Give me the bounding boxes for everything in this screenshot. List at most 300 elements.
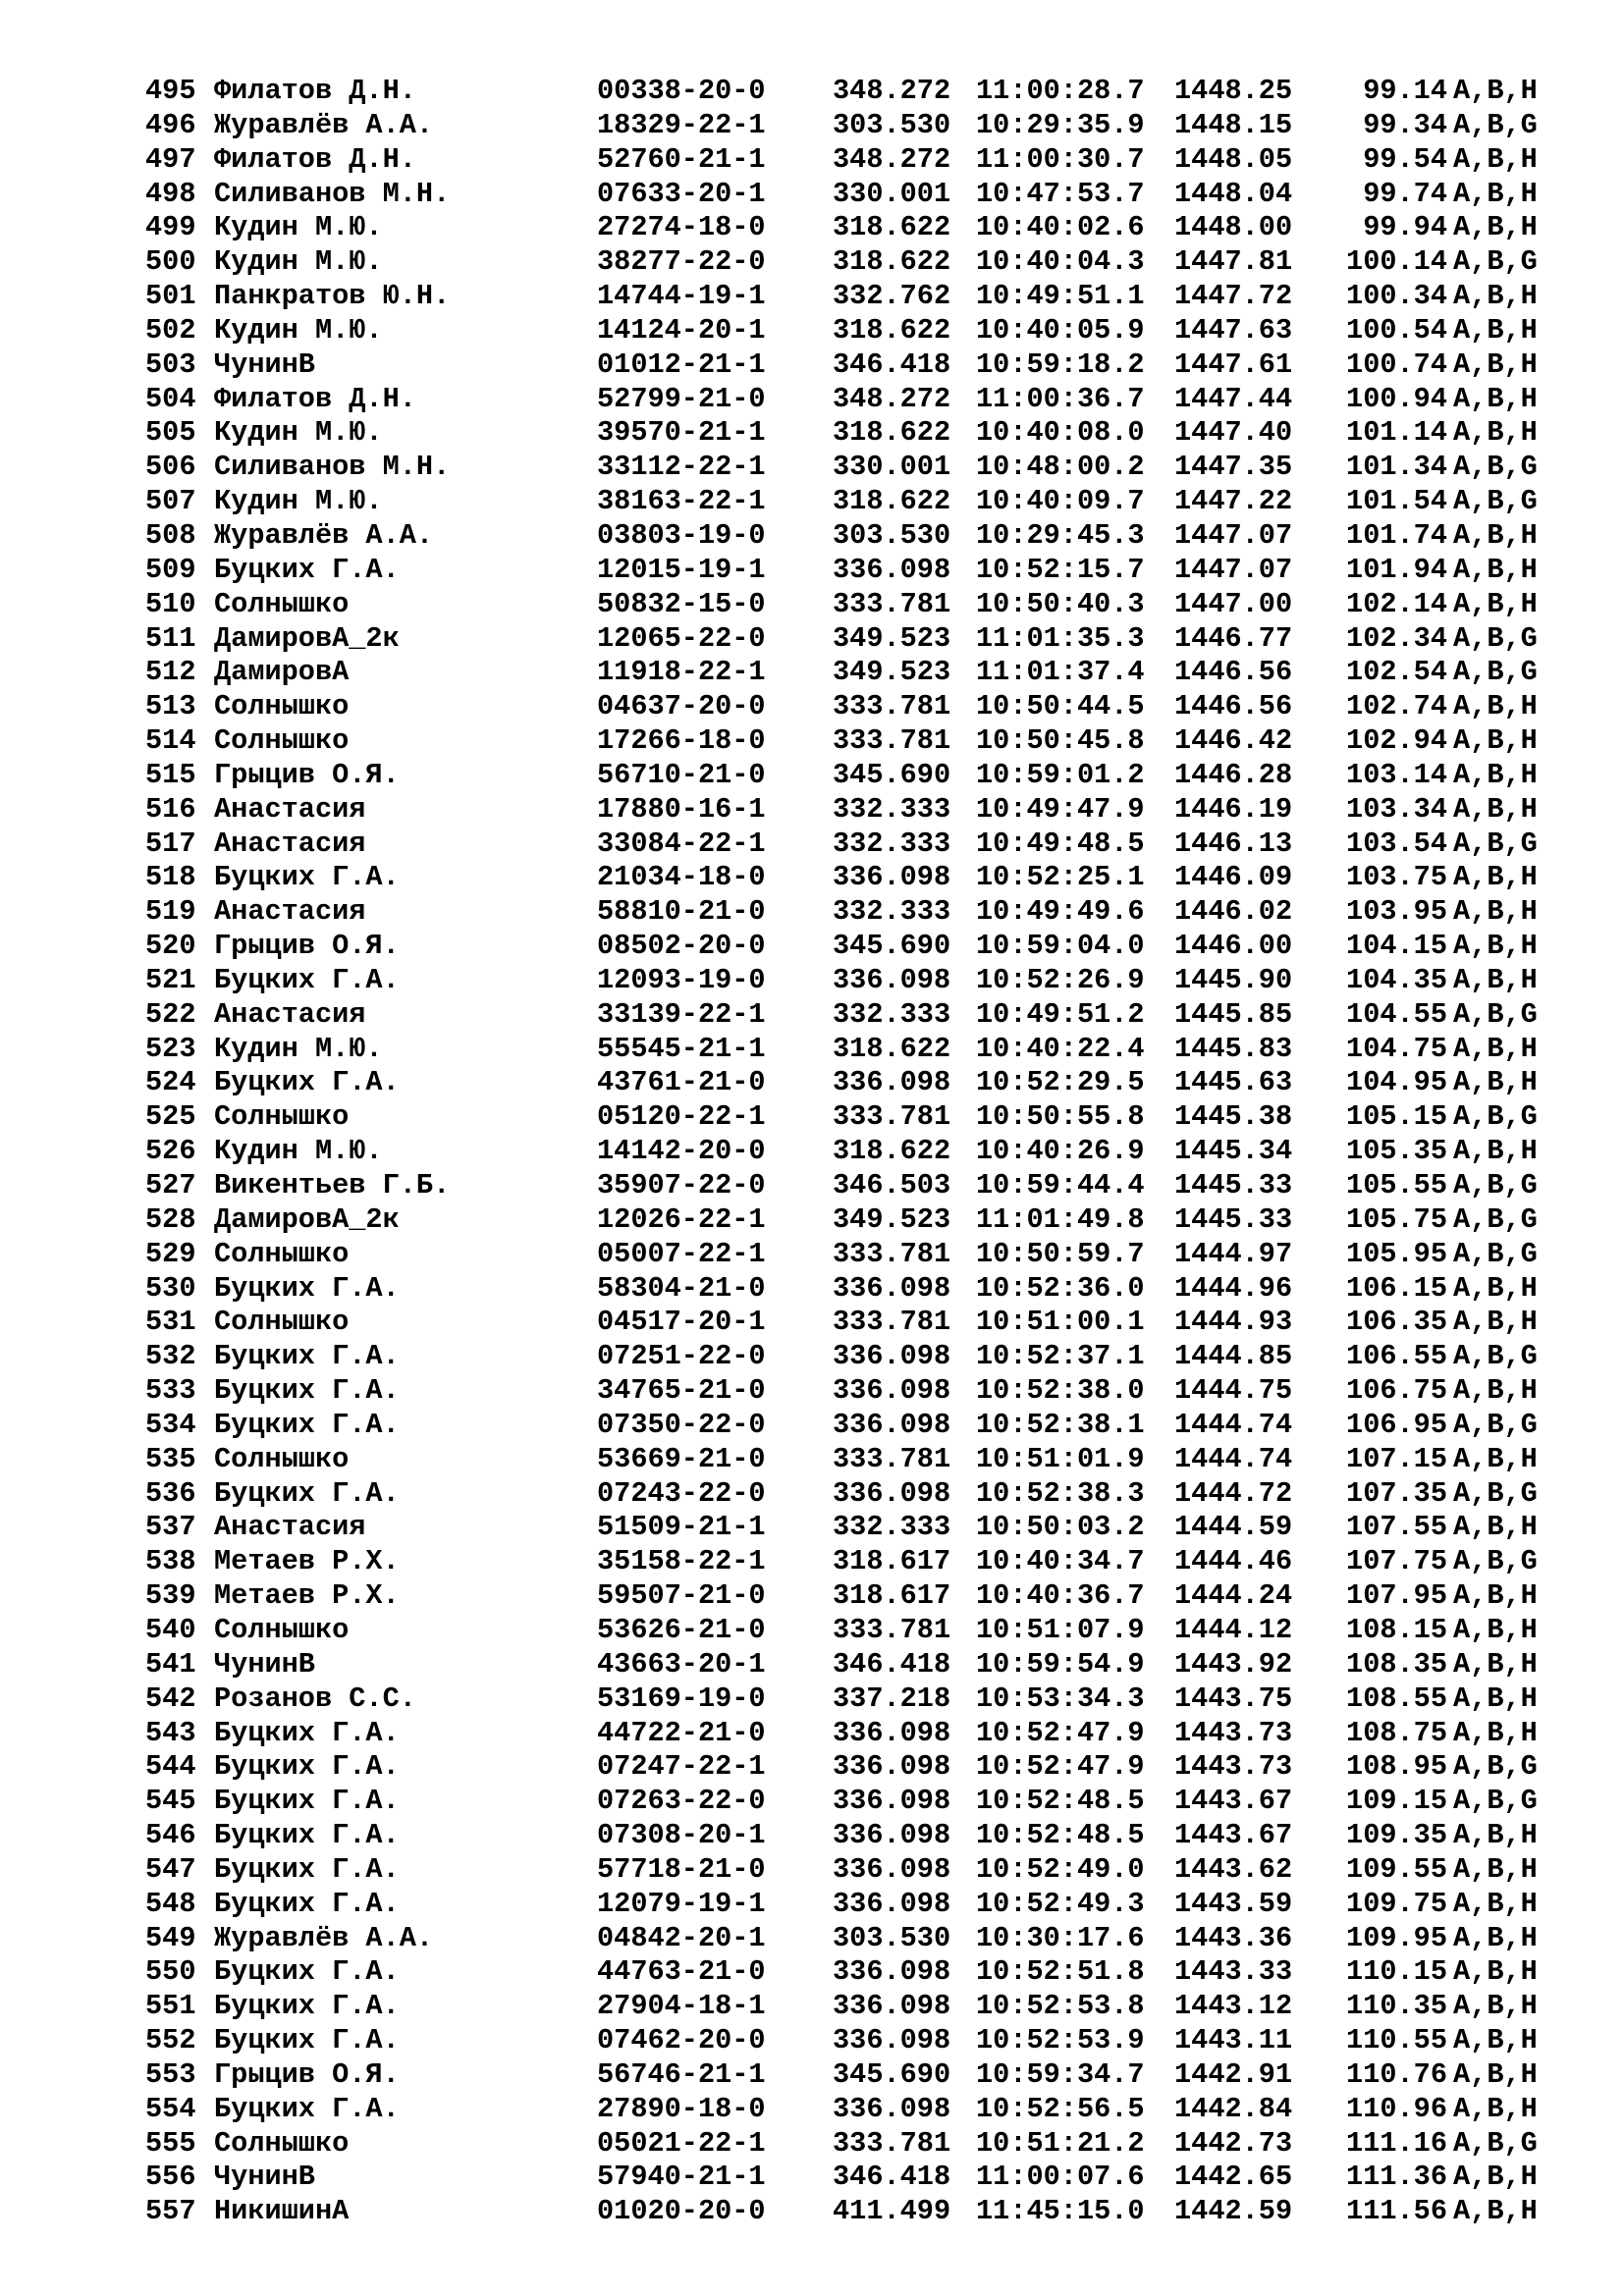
angle-value: 318.622 <box>833 313 951 347</box>
time-value: 10:52:49.3 <box>976 1887 1145 1920</box>
magnitude-value: 1443.67 <box>1174 1819 1293 1852</box>
observer-name: Викентьев Г.Б. <box>214 1169 451 1201</box>
flags-value: A,B,H <box>1453 382 1538 415</box>
row-number: 510 <box>145 587 196 620</box>
magnitude-value: 1446.19 <box>1174 792 1293 826</box>
row-number: 550 <box>145 1955 196 1989</box>
distance-value: 111.56 <box>1346 2195 1447 2228</box>
magnitude-value: 1446.00 <box>1174 930 1293 963</box>
flags-value: A,B,H <box>1453 1852 1538 1886</box>
magnitude-value: 1444.24 <box>1174 1579 1293 1613</box>
distance-value: 99.34 <box>1363 108 1447 141</box>
table-row <box>145 656 1540 690</box>
distance-value: 106.95 <box>1346 1408 1447 1441</box>
time-value: 11:01:49.8 <box>976 1202 1145 1236</box>
angle-value: 333.781 <box>833 1100 951 1134</box>
table-row <box>145 964 1540 998</box>
distance-value: 109.55 <box>1346 1852 1447 1886</box>
time-value: 10:51:01.9 <box>976 1442 1145 1475</box>
time-value: 10:52:48.5 <box>976 1819 1145 1852</box>
object-code: 05120-22-1 <box>597 1100 766 1134</box>
flags-value: A,B,G <box>1453 1750 1538 1784</box>
object-code: 33139-22-1 <box>597 997 766 1031</box>
angle-value: 332.333 <box>833 792 951 826</box>
magnitude-value: 1447.07 <box>1174 553 1293 586</box>
table-row <box>145 178 1540 212</box>
table-row <box>145 1066 1540 1100</box>
observer-name: Буцких Г.А. <box>214 1955 400 1989</box>
magnitude-value: 1443.75 <box>1174 1682 1293 1715</box>
table-row <box>145 2195 1540 2229</box>
table-row <box>145 348 1540 383</box>
row-number: 551 <box>145 1990 196 2023</box>
magnitude-value: 1445.90 <box>1174 963 1293 996</box>
magnitude-value: 1442.59 <box>1174 2195 1293 2228</box>
distance-value: 104.35 <box>1346 963 1447 996</box>
distance-value: 103.14 <box>1346 758 1447 791</box>
magnitude-value: 1445.33 <box>1174 1202 1293 1236</box>
object-code: 56710-21-0 <box>597 758 766 791</box>
row-number: 516 <box>145 792 196 826</box>
object-code: 04517-20-1 <box>597 1306 766 1339</box>
magnitude-value: 1448.04 <box>1174 177 1293 210</box>
row-number: 534 <box>145 1408 196 1441</box>
distance-value: 110.76 <box>1346 2057 1447 2091</box>
table-row <box>145 75 1540 109</box>
row-number: 497 <box>145 142 196 176</box>
magnitude-value: 1444.46 <box>1174 1545 1293 1578</box>
time-value: 10:52:25.1 <box>976 861 1145 894</box>
row-number: 502 <box>145 313 196 347</box>
flags-value: A,B,H <box>1453 792 1538 826</box>
flags-value: A,B,H <box>1453 963 1538 996</box>
angle-value: 336.098 <box>833 1955 951 1989</box>
distance-value: 102.94 <box>1346 724 1447 758</box>
table-row <box>145 828 1540 862</box>
distance-value: 107.15 <box>1346 1442 1447 1475</box>
angle-value: 336.098 <box>833 553 951 586</box>
time-value: 10:40:05.9 <box>976 313 1145 347</box>
flags-value: A,B,H <box>1453 2161 1538 2194</box>
observer-name: Солнышко <box>214 724 350 758</box>
angle-value: 349.523 <box>833 621 951 655</box>
table-row <box>145 1374 1540 1409</box>
time-value: 10:30:17.6 <box>976 1921 1145 1954</box>
object-code: 12065-22-0 <box>597 621 766 655</box>
time-value: 10:52:15.7 <box>976 553 1145 586</box>
distance-value: 101.14 <box>1346 416 1447 450</box>
magnitude-value: 1444.72 <box>1174 1476 1293 1510</box>
observer-name: Анастасия <box>214 1511 366 1544</box>
flags-value: A,B,H <box>1453 518 1538 552</box>
flags-value: A,B,G <box>1453 485 1538 518</box>
time-value: 10:52:29.5 <box>976 1066 1145 1099</box>
distance-value: 110.96 <box>1346 2092 1447 2125</box>
magnitude-value: 1448.25 <box>1174 75 1293 107</box>
object-code: 44763-21-0 <box>597 1955 766 1989</box>
row-number: 528 <box>145 1202 196 1236</box>
object-code: 04842-20-1 <box>597 1921 766 1954</box>
object-code: 07308-20-1 <box>597 1819 766 1852</box>
distance-value: 107.55 <box>1346 1511 1447 1544</box>
table-row <box>145 109 1540 143</box>
table-row <box>145 211 1540 245</box>
observer-name: Анастасия <box>214 895 366 929</box>
angle-value: 330.001 <box>833 451 951 484</box>
object-code: 56746-21-1 <box>597 2057 766 2091</box>
table-row <box>145 1545 1540 1579</box>
distance-value: 109.95 <box>1346 1921 1447 1954</box>
distance-value: 107.75 <box>1346 1545 1447 1578</box>
row-number: 549 <box>145 1921 196 1954</box>
time-value: 10:52:48.5 <box>976 1785 1145 1818</box>
row-number: 548 <box>145 1887 196 1920</box>
distance-value: 101.94 <box>1346 553 1447 586</box>
row-number: 527 <box>145 1169 196 1201</box>
object-code: 00338-20-0 <box>597 75 766 107</box>
time-value: 10:40:36.7 <box>976 1579 1145 1613</box>
time-value: 11:45:15.0 <box>976 2195 1145 2228</box>
table-row <box>145 1990 1540 2024</box>
object-code: 27274-18-0 <box>597 211 766 244</box>
distance-value: 109.15 <box>1346 1785 1447 1818</box>
magnitude-value: 1443.92 <box>1174 1647 1293 1681</box>
time-value: 10:29:35.9 <box>976 108 1145 141</box>
object-code: 04637-20-0 <box>597 690 766 723</box>
angle-value: 303.530 <box>833 518 951 552</box>
flags-value: A,B,H <box>1453 1135 1538 1168</box>
flags-value: A,B,G <box>1453 1100 1538 1134</box>
time-value: 10:52:38.0 <box>976 1374 1145 1408</box>
object-code: 07247-22-1 <box>597 1750 766 1784</box>
row-number: 530 <box>145 1271 196 1305</box>
angle-value: 336.098 <box>833 1785 951 1818</box>
table-row <box>145 451 1540 485</box>
magnitude-value: 1442.84 <box>1174 2092 1293 2125</box>
distance-value: 105.55 <box>1346 1169 1447 1201</box>
magnitude-value: 1447.81 <box>1174 245 1293 279</box>
observer-name: ДамировА_2к <box>214 621 400 655</box>
time-value: 10:51:00.1 <box>976 1306 1145 1339</box>
flags-value: A,B,G <box>1453 2126 1538 2160</box>
flags-value: A,B,G <box>1453 1408 1538 1441</box>
object-code: 34765-21-0 <box>597 1374 766 1408</box>
object-code: 52760-21-1 <box>597 142 766 176</box>
observer-name: Филатов Д.Н. <box>214 75 416 107</box>
flags-value: A,B,H <box>1453 211 1538 244</box>
table-row <box>145 793 1540 828</box>
angle-value: 333.781 <box>833 690 951 723</box>
time-value: 10:40:08.0 <box>976 416 1145 450</box>
distance-value: 101.74 <box>1346 518 1447 552</box>
row-number: 514 <box>145 724 196 758</box>
magnitude-value: 1446.42 <box>1174 724 1293 758</box>
magnitude-value: 1446.77 <box>1174 621 1293 655</box>
table-row <box>145 1306 1540 1340</box>
distance-value: 99.14 <box>1363 75 1447 107</box>
observer-name: Солнышко <box>214 1306 350 1339</box>
observer-name: ДамировА <box>214 656 350 689</box>
magnitude-value: 1447.72 <box>1174 280 1293 313</box>
object-code: 07251-22-0 <box>597 1340 766 1373</box>
angle-value: 336.098 <box>833 861 951 894</box>
angle-value: 336.098 <box>833 1990 951 2023</box>
time-value: 10:40:04.3 <box>976 245 1145 279</box>
distance-value: 110.55 <box>1346 2024 1447 2057</box>
magnitude-value: 1448.00 <box>1174 211 1293 244</box>
observation-listing <box>145 75 1540 2229</box>
object-code: 43761-21-0 <box>597 1066 766 1099</box>
angle-value: 318.622 <box>833 245 951 279</box>
distance-value: 103.95 <box>1346 895 1447 929</box>
flags-value: A,B,H <box>1453 1955 1538 1989</box>
object-code: 53169-19-0 <box>597 1682 766 1715</box>
distance-value: 101.34 <box>1346 451 1447 484</box>
time-value: 10:47:53.7 <box>976 177 1145 210</box>
angle-value: 336.098 <box>833 1887 951 1920</box>
observer-name: Кудин М.Ю. <box>214 211 383 244</box>
magnitude-value: 1447.35 <box>1174 451 1293 484</box>
row-number: 529 <box>145 1237 196 1270</box>
flags-value: A,B,H <box>1453 861 1538 894</box>
magnitude-value: 1445.33 <box>1174 1169 1293 1201</box>
row-number: 518 <box>145 861 196 894</box>
flags-value: A,B,G <box>1453 997 1538 1031</box>
time-value: 10:40:09.7 <box>976 485 1145 518</box>
distance-value: 108.35 <box>1346 1647 1447 1681</box>
row-number: 512 <box>145 656 196 689</box>
object-code: 58304-21-0 <box>597 1271 766 1305</box>
time-value: 10:48:00.2 <box>976 451 1145 484</box>
observer-name: Буцких Г.А. <box>214 1750 400 1784</box>
angle-value: 336.098 <box>833 1374 951 1408</box>
row-number: 509 <box>145 553 196 586</box>
time-value: 10:59:04.0 <box>976 930 1145 963</box>
flags-value: A,B,H <box>1453 75 1538 107</box>
flags-value: A,B,G <box>1453 245 1538 279</box>
table-row <box>145 280 1540 314</box>
time-value: 10:50:03.2 <box>976 1511 1145 1544</box>
angle-value: 333.781 <box>833 1442 951 1475</box>
table-row <box>145 1922 1540 1956</box>
flags-value: A,B,H <box>1453 553 1538 586</box>
table-row <box>145 930 1540 964</box>
observer-name: Кудин М.Ю. <box>214 416 383 450</box>
distance-value: 104.95 <box>1346 1066 1447 1099</box>
flags-value: A,B,G <box>1453 1237 1538 1270</box>
distance-value: 107.35 <box>1346 1476 1447 1510</box>
table-row <box>145 998 1540 1033</box>
object-code: 33084-22-1 <box>597 827 766 860</box>
time-value: 10:52:51.8 <box>976 1955 1145 1989</box>
table-row <box>145 588 1540 622</box>
row-number: 508 <box>145 518 196 552</box>
angle-value: 336.098 <box>833 1066 951 1099</box>
distance-value: 104.15 <box>1346 930 1447 963</box>
distance-value: 103.54 <box>1346 827 1447 860</box>
distance-value: 105.75 <box>1346 1202 1447 1236</box>
flags-value: A,B,G <box>1453 656 1538 689</box>
magnitude-value: 1447.44 <box>1174 382 1293 415</box>
magnitude-value: 1443.12 <box>1174 1990 1293 2023</box>
time-value: 10:40:34.7 <box>976 1545 1145 1578</box>
time-value: 10:52:53.9 <box>976 2024 1145 2057</box>
observer-name: ЧунинВ <box>214 347 315 381</box>
table-row <box>145 1511 1540 1545</box>
flags-value: A,B,H <box>1453 1613 1538 1646</box>
row-number: 499 <box>145 211 196 244</box>
table-row <box>145 1340 1540 1374</box>
angle-value: 336.098 <box>833 1408 951 1441</box>
row-number: 506 <box>145 451 196 484</box>
object-code: 57940-21-1 <box>597 2161 766 2194</box>
observer-name: Солнышко <box>214 1237 350 1270</box>
observer-name: Журавлёв А.А. <box>214 108 434 141</box>
angle-value: 318.622 <box>833 1032 951 1065</box>
angle-value: 336.098 <box>833 2092 951 2125</box>
object-code: 27904-18-1 <box>597 1990 766 2023</box>
distance-value: 105.15 <box>1346 1100 1447 1134</box>
observer-name: Буцких Г.А. <box>214 1374 400 1408</box>
table-row <box>145 314 1540 348</box>
time-value: 10:52:37.1 <box>976 1340 1145 1373</box>
magnitude-value: 1447.61 <box>1174 347 1293 381</box>
observer-name: Кудин М.Ю. <box>214 245 383 279</box>
table-row <box>145 1955 1540 1990</box>
angle-value: 318.622 <box>833 211 951 244</box>
observer-name: Буцких Г.А. <box>214 1887 400 1920</box>
object-code: 12026-22-1 <box>597 1202 766 1236</box>
magnitude-value: 1442.65 <box>1174 2161 1293 2194</box>
flags-value: A,B,H <box>1453 1647 1538 1681</box>
time-value: 10:50:45.8 <box>976 724 1145 758</box>
time-value: 11:00:07.6 <box>976 2161 1145 2194</box>
observer-name: Буцких Г.А. <box>214 1066 400 1099</box>
distance-value: 100.94 <box>1346 382 1447 415</box>
object-code: 39570-21-1 <box>597 416 766 450</box>
observer-name: Филатов Д.Н. <box>214 142 416 176</box>
row-number: 542 <box>145 1682 196 1715</box>
observer-name: НикишинА <box>214 2195 350 2228</box>
distance-value: 109.75 <box>1346 1887 1447 1920</box>
table-row <box>145 622 1540 657</box>
object-code: 38163-22-1 <box>597 485 766 518</box>
magnitude-value: 1448.15 <box>1174 108 1293 141</box>
time-value: 11:01:35.3 <box>976 621 1145 655</box>
angle-value: 333.781 <box>833 2126 951 2160</box>
object-code: 01012-21-1 <box>597 347 766 381</box>
table-row <box>145 1477 1540 1512</box>
magnitude-value: 1446.56 <box>1174 656 1293 689</box>
object-code: 12093-19-0 <box>597 963 766 996</box>
flags-value: A,B,H <box>1453 930 1538 963</box>
observer-name: Буцких Г.А. <box>214 1990 400 2023</box>
table-row <box>145 554 1540 588</box>
table-row <box>145 2161 1540 2195</box>
magnitude-value: 1444.59 <box>1174 1511 1293 1544</box>
time-value: 10:52:26.9 <box>976 963 1145 996</box>
table-row <box>145 245 1540 280</box>
time-value: 10:49:51.2 <box>976 997 1145 1031</box>
flags-value: A,B,H <box>1453 1306 1538 1339</box>
object-code: 05021-22-1 <box>597 2126 766 2160</box>
distance-value: 100.14 <box>1346 245 1447 279</box>
angle-value: 349.523 <box>833 656 951 689</box>
object-code: 07243-22-0 <box>597 1476 766 1510</box>
angle-value: 337.218 <box>833 1682 951 1715</box>
flags-value: A,B,H <box>1453 724 1538 758</box>
row-number: 552 <box>145 2024 196 2057</box>
observer-name: Грыцив О.Я. <box>214 930 400 963</box>
angle-value: 345.690 <box>833 758 951 791</box>
row-number: 498 <box>145 177 196 210</box>
observer-name: Солнышко <box>214 690 350 723</box>
time-value: 10:52:38.1 <box>976 1408 1145 1441</box>
magnitude-value: 1447.40 <box>1174 416 1293 450</box>
observer-name: Метаев Р.Х. <box>214 1545 400 1578</box>
flags-value: A,B,H <box>1453 177 1538 210</box>
observer-name: ЧунинВ <box>214 2161 315 2194</box>
object-code: 17880-16-1 <box>597 792 766 826</box>
time-value: 10:49:51.1 <box>976 280 1145 313</box>
row-number: 519 <box>145 895 196 929</box>
observer-name: Розанов С.С. <box>214 1682 416 1715</box>
angle-value: 336.098 <box>833 1750 951 1784</box>
time-value: 10:52:47.9 <box>976 1716 1145 1749</box>
object-code: 14124-20-1 <box>597 313 766 347</box>
magnitude-value: 1443.73 <box>1174 1750 1293 1784</box>
table-row <box>145 1614 1540 1648</box>
row-number: 500 <box>145 245 196 279</box>
observer-name: Силиванов М.Н. <box>214 177 451 210</box>
table-row <box>145 1819 1540 1853</box>
magnitude-value: 1443.62 <box>1174 1852 1293 1886</box>
object-code: 51509-21-1 <box>597 1511 766 1544</box>
flags-value: A,B,H <box>1453 280 1538 313</box>
distance-value: 99.54 <box>1363 142 1447 176</box>
angle-value: 333.781 <box>833 1306 951 1339</box>
flags-value: A,B,H <box>1453 1887 1538 1920</box>
time-value: 10:59:34.7 <box>976 2057 1145 2091</box>
angle-value: 348.272 <box>833 75 951 107</box>
row-number: 515 <box>145 758 196 791</box>
time-value: 10:51:21.2 <box>976 2126 1145 2160</box>
observer-name: Буцких Г.А. <box>214 553 400 586</box>
magnitude-value: 1444.12 <box>1174 1613 1293 1646</box>
distance-value: 103.75 <box>1346 861 1447 894</box>
time-value: 10:52:38.3 <box>976 1476 1145 1510</box>
angle-value: 333.781 <box>833 1237 951 1270</box>
row-number: 546 <box>145 1819 196 1852</box>
table-row <box>145 1579 1540 1614</box>
observer-name: Буцких Г.А. <box>214 2024 400 2057</box>
angle-value: 336.098 <box>833 1271 951 1305</box>
flags-value: A,B,G <box>1453 1476 1538 1510</box>
flags-value: A,B,H <box>1453 895 1538 929</box>
distance-value: 108.95 <box>1346 1750 1447 1784</box>
row-number: 554 <box>145 2092 196 2125</box>
observer-name: Буцких Г.А. <box>214 1476 400 1510</box>
row-number: 535 <box>145 1442 196 1475</box>
angle-value: 336.098 <box>833 1716 951 1749</box>
row-number: 511 <box>145 621 196 655</box>
table-row <box>145 2127 1540 2162</box>
table-row <box>145 416 1540 451</box>
table-row <box>145 1443 1540 1477</box>
flags-value: A,B,H <box>1453 347 1538 381</box>
row-number: 556 <box>145 2161 196 2194</box>
flags-value: A,B,H <box>1453 1374 1538 1408</box>
